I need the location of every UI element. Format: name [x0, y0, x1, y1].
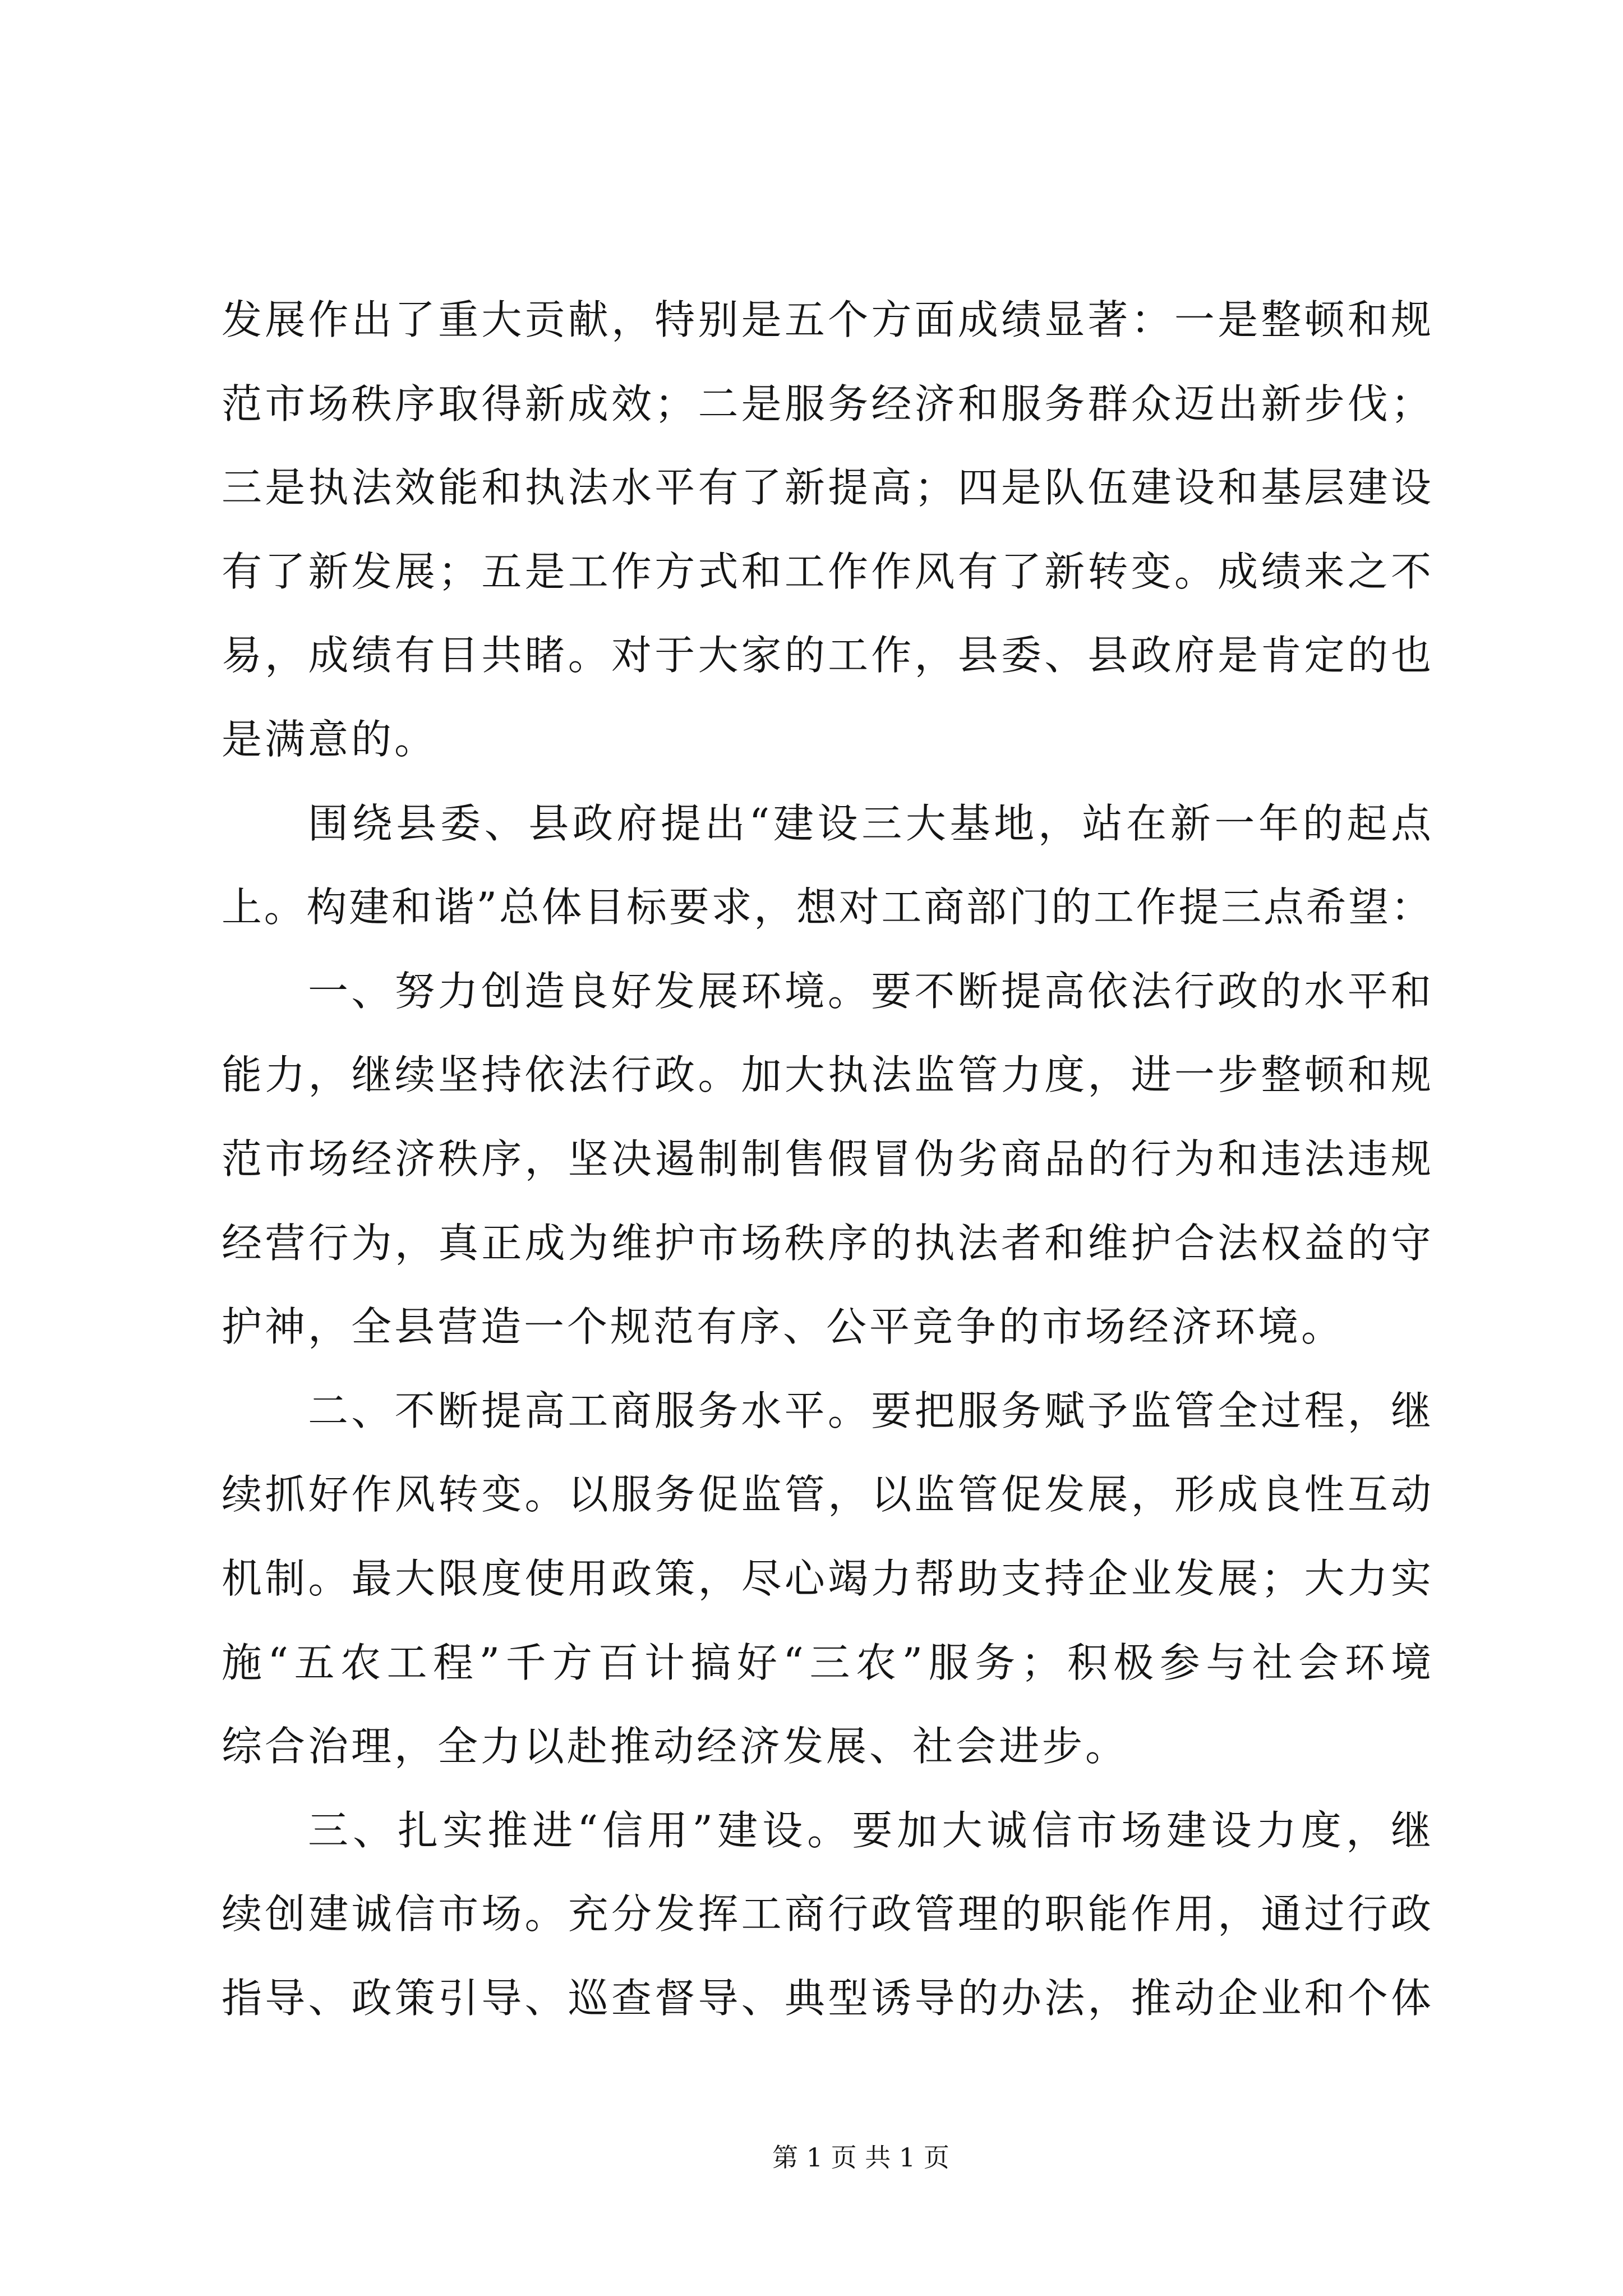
- paragraph-3: [222, 950, 1431, 1369]
- paragraph-5: [222, 1789, 1431, 2041]
- text-line: 施“五农工程”千方百计搞好“三农”服务；积极参与社会环境: [222, 1639, 1431, 1686]
- text-line: 发展作出了重大贡献，特别是五个方面成绩显著：一是整顿和规: [222, 296, 1431, 343]
- text-line: 经营行为，真正成为维护市场秩序的执法者和维护合法权益的守: [222, 1219, 1431, 1267]
- paragraph-2: [222, 782, 1431, 950]
- text-line: 能力，继续坚持依法行政。加大执法监管力度，进一步整顿和规: [222, 1051, 1431, 1099]
- text-line: 围绕县委、县政府提出“建设三大基地，站在新一年的起点: [308, 799, 1431, 847]
- paragraph-4: [222, 1369, 1431, 1789]
- paragraph-1: [222, 278, 1431, 782]
- text-line: 三、扎实推进“信用”建设。要加大诚信市场建设力度，继: [308, 1806, 1431, 1854]
- text-line: 三是执法效能和执法水平有了新提高；四是队伍建设和基层建设: [222, 464, 1431, 512]
- page-number-footer: 第 1 页 共 1 页: [772, 2142, 949, 2173]
- text-line: 一、努力创造良好发展环境。要不断提高依法行政的水平和: [308, 967, 1431, 1015]
- text-line: 综合治理，全力以赴推动经济发展、社会进步。: [222, 1723, 1129, 1770]
- text-line: 范市场秩序取得新成效；二是服务经济和服务群众迈出新步伐；: [222, 380, 1431, 427]
- text-line: 护神，全县营造一个规范有序、公平竞争的市场经济环境。: [222, 1303, 1345, 1351]
- text-line: 易，成绩有目共睹。对于大家的工作，县委、县政府是肯定的也: [222, 632, 1431, 679]
- body-text: [222, 278, 1431, 2040]
- text-line: 续抓好作风转变。以服务促监管，以监管促发展，形成良性互动: [222, 1471, 1431, 1519]
- text-line: 续创建诚信市场。充分发挥工商行政管理的职能作用，通过行政: [222, 1890, 1431, 1938]
- text-line: 有了新发展；五是工作方式和工作作风有了新转变。成绩来之不: [222, 547, 1431, 595]
- text-line: 上。构建和谐”总体目标要求，想对工商部门的工作提三点希望：: [222, 884, 1431, 931]
- text-line: 范市场经济秩序，坚决遏制制售假冒伪劣商品的行为和违法违规: [222, 1135, 1431, 1182]
- text-line: 指导、政策引导、巡查督导、典型诱导的办法，推动企业和个体: [222, 1974, 1431, 2022]
- text-line: 是满意的。: [222, 715, 438, 763]
- text-line: 二、不断提高工商服务水平。要把服务赋予监管全过程，继: [308, 1387, 1431, 1434]
- text-line: 机制。最大限度使用政策，尽心竭力帮助支持企业发展；大力实: [222, 1554, 1431, 1602]
